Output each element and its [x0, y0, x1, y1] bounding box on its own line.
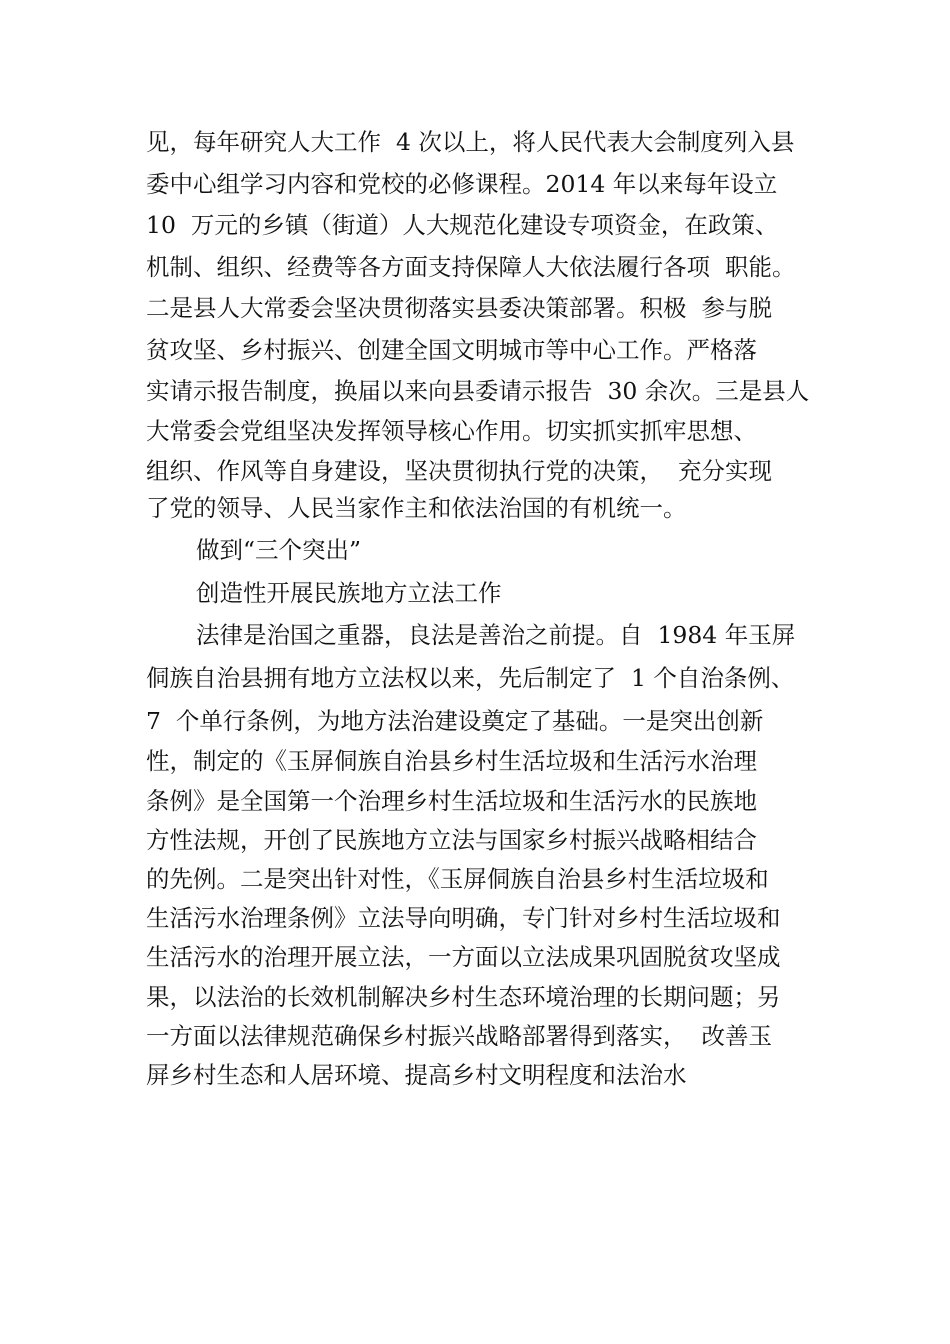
paragraph-line: 性，制定的《玉屏侗族自治县乡村生活垃圾和生活污水治理 — [146, 747, 757, 775]
paragraph-line: 法律是治国之重器，良法是善治之前提。自 1984 年玉屏 — [196, 621, 796, 649]
paragraph-line: 生活污水的治理开展立法，一方面以立法成果巩固脱贫攻坚成 — [146, 943, 781, 971]
section-subheading: 创造性开展民族地方立法工作 — [196, 579, 502, 607]
paragraph-line: 见，每年研究人大工作 4 次以上，将人民代表大会制度列入县 — [146, 128, 795, 156]
paragraph-line: 贫攻坚、乡村振兴、创建全国文明城市等中心工作。严格落 — [146, 336, 757, 364]
paragraph-line: 实请示报告制度，换届以来向县委请示报告 30 余次。三是县人 — [146, 377, 810, 405]
paragraph-line: 侗族自治县拥有地方立法权以来，先后制定了 1 个自治条例、 — [146, 664, 795, 692]
paragraph-line: 一方面以法律规范确保乡村振兴战略部署得到落实， 改善玉 — [146, 1022, 772, 1050]
paragraph-line: 机制、组织、经费等各方面支持保障人大依法履行各项 职能。 — [146, 253, 796, 281]
paragraph-line: 条例》是全国第一个治理乡村生活垃圾和生活污水的民族地 — [146, 787, 757, 815]
paragraph-line: 委中心组学习内容和党校的必修课程。2014 年以来每年设立 — [146, 170, 778, 198]
paragraph-line: 屏乡村生态和人居环境、提高乡村文明程度和法治水 — [146, 1061, 687, 1089]
paragraph-line: 方性法规，开创了民族地方立法与国家乡村振兴战略相结合 — [146, 826, 757, 854]
paragraph-line: 生活污水治理条例》立法导向明确，专门针对乡村生活垃圾和 — [146, 904, 781, 932]
paragraph-line: 果，以法治的长效机制解决乡村生态环境治理的长期问题；另 — [146, 983, 781, 1011]
section-heading: 做到“三个突出” — [196, 536, 362, 564]
paragraph-line: 二是县人大常委会坚决贯彻落实县委决策部署。积极 参与脱 — [146, 294, 772, 322]
paragraph-line: 了党的领导、人民当家作主和依法治国的有机统一。 — [146, 494, 687, 522]
paragraph-line: 10 万元的乡镇（街道）人大规范化建设专项资金，在政策、 — [146, 211, 779, 239]
paragraph-line: 组织、作风等自身建设，坚决贯彻执行党的决策， 充分实现 — [146, 457, 772, 485]
paragraph-line: 大常委会党组坚决发挥领导核心作用。切实抓实抓牢思想、 — [146, 417, 757, 445]
paragraph-line: 的先例。二是突出针对性，《玉屏侗族自治县乡村生活垃圾和 — [146, 865, 769, 893]
paragraph-line: 7 个单行条例，为地方法治建设奠定了基础。一是突出创新 — [146, 707, 764, 735]
